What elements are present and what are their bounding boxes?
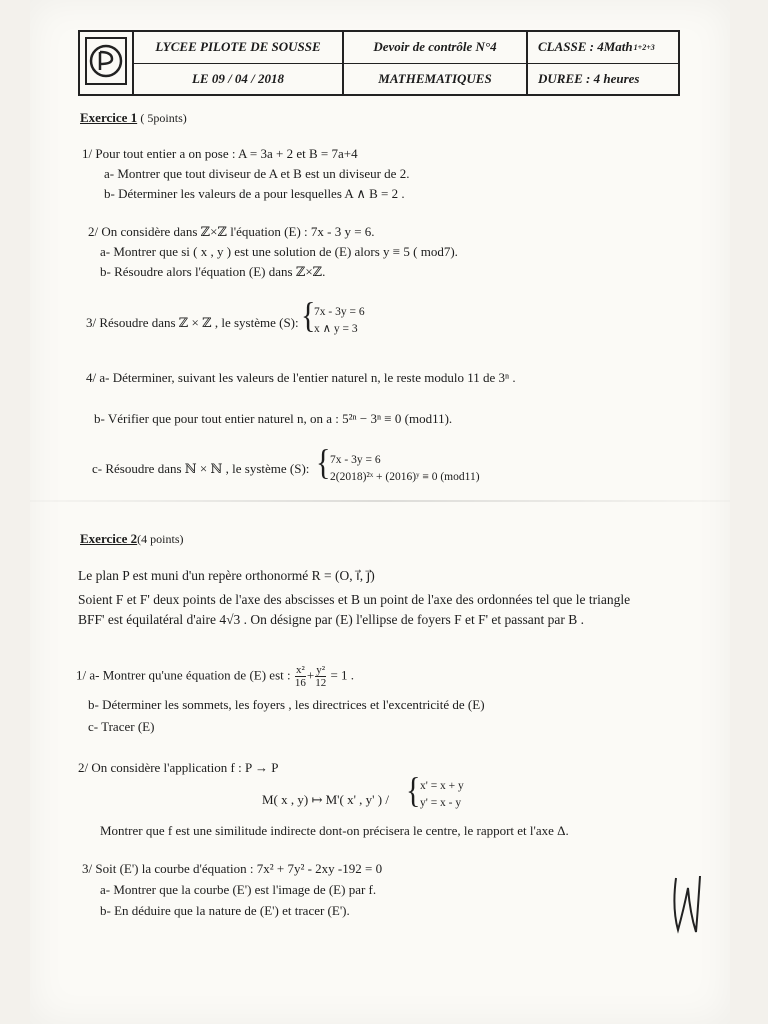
exam-title: Devoir de contrôle N°4 bbox=[344, 32, 526, 64]
ex1-q1b: b- Déterminer les valeurs de a pour lesquelles A ∧ B = 2 . bbox=[104, 186, 405, 201]
ex2-q2: 2/ On considère l'application f : P → P bbox=[78, 760, 279, 775]
exam-subject: MATHEMATIQUES bbox=[378, 70, 492, 86]
ex2-q3a: a- Montrer que la courbe (E') est l'image de (E) par f. bbox=[100, 882, 377, 897]
ex1-q2b: b- Résoudre alors l'équation (E) dans ℤ×ℤ. bbox=[100, 264, 326, 279]
ex2-q3: 3/ Soit (E') la courbe d'équation : 7x² + 7y² - 2xy -192 = 0 bbox=[82, 861, 383, 876]
exam-duration: DUREE : 4 heures bbox=[538, 70, 640, 86]
school-name: LYCEE PILOTE DE SOUSSE bbox=[134, 32, 342, 64]
ex2-q2-system: x' = x + y y' = x - y bbox=[420, 780, 464, 809]
exam-class: CLASSE : 4Math 1+2+3 bbox=[528, 32, 678, 64]
ex2-q1b: b- Déterminer les sommets, les foyers , les directrices et l'excentricité de (E) bbox=[88, 697, 485, 712]
exam-header bbox=[78, 30, 680, 96]
ex2-q1c: c- Tracer (E) bbox=[88, 719, 155, 734]
ex1-q2: 2/ On considère dans ℤ×ℤ l'équation (E) : 7x - 3 y = 6. bbox=[88, 224, 375, 239]
ex2-q3b: b- En déduire que la nature de (E') et tracer (E'). bbox=[100, 903, 350, 918]
ex2-q2-text: Montrer que f est une similitude indirecte dont-on précisera le centre, le rapport et l'axe Δ. bbox=[100, 823, 569, 838]
system-brace: { bbox=[316, 442, 331, 483]
signature-mark bbox=[668, 868, 708, 938]
exercise-1-heading: Exercice 1 ( 5points) bbox=[80, 110, 187, 125]
ex2-q1a: 1/ a- Montrer qu'une équation de (E) est : $\frac{\text{x²}}{16}$ + $\frac{\text{y²}}{12}$ = 1 . bbox=[76, 664, 355, 689]
ex1-q3: 3/ Résoudre dans ℤ × ℤ , le système (S): bbox=[86, 315, 299, 330]
ex1-q4c-system: 7x - 3y = 6 2(2018)²ˣ + (2016)ʸ ≡ 0 (mod11) bbox=[330, 454, 480, 483]
exercise-2-heading: Exercice 2(4 points) bbox=[80, 531, 184, 546]
ex1-q4a: 4/ a- Déterminer, suivant les valeurs de l'entier naturel n, le reste modulo 11 de 3ⁿ . bbox=[86, 370, 516, 385]
ex1-q4c: c- Résoudre dans ℕ × ℕ , le système (S): bbox=[92, 461, 310, 476]
ex1-q1: 1/ Pour tout entier a on pose : A = 3a + 2 et B = 7a+4 bbox=[82, 146, 358, 161]
ex2-intro-3: BFF' est équilatéral d'aire 4√3 . On désigne par (E) l'ellipse de foyers F et F' et passant par B . bbox=[78, 612, 585, 627]
ex1-q2a: a- Montrer que si ( x , y ) est une solution de (E) alors y ≡ 5 ( mod7). bbox=[100, 244, 458, 259]
ex2-q2-map: M( x , y) ↦ M'( x' , y' ) / bbox=[262, 792, 389, 807]
system-brace: { bbox=[406, 770, 421, 811]
ex1-q1a: a- Montrer que tout diviseur de A et B est un diviseur de 2. bbox=[104, 166, 410, 181]
paper-fold-line bbox=[30, 500, 730, 502]
fraction-x: $\frac{\text{x²}}{16}$ bbox=[294, 664, 306, 689]
school-logo-icon bbox=[80, 32, 134, 94]
ex2-intro-1: Le plan P est muni d'un repère orthonormé R = (O, i⃗, j⃗) bbox=[78, 568, 375, 583]
system-brace: { bbox=[301, 295, 316, 336]
exam-date: LE 09 / 04 / 2018 bbox=[191, 70, 285, 86]
ex2-intro-2: Soient F et F' deux points de l'axe des abscisses et B un point de l'axe des ordonnées tel que le triangle bbox=[78, 592, 631, 607]
ex1-q3-system: 7x - 3y = 6 x ∧ y = 3 bbox=[314, 306, 365, 335]
fraction-y: $\frac{\text{y²}}{12}$ bbox=[315, 664, 327, 689]
ex1-q4b: b- Vérifier que pour tout entier naturel n, on a : 5²ⁿ − 3ⁿ ≡ 0 (mod11). bbox=[94, 411, 453, 426]
